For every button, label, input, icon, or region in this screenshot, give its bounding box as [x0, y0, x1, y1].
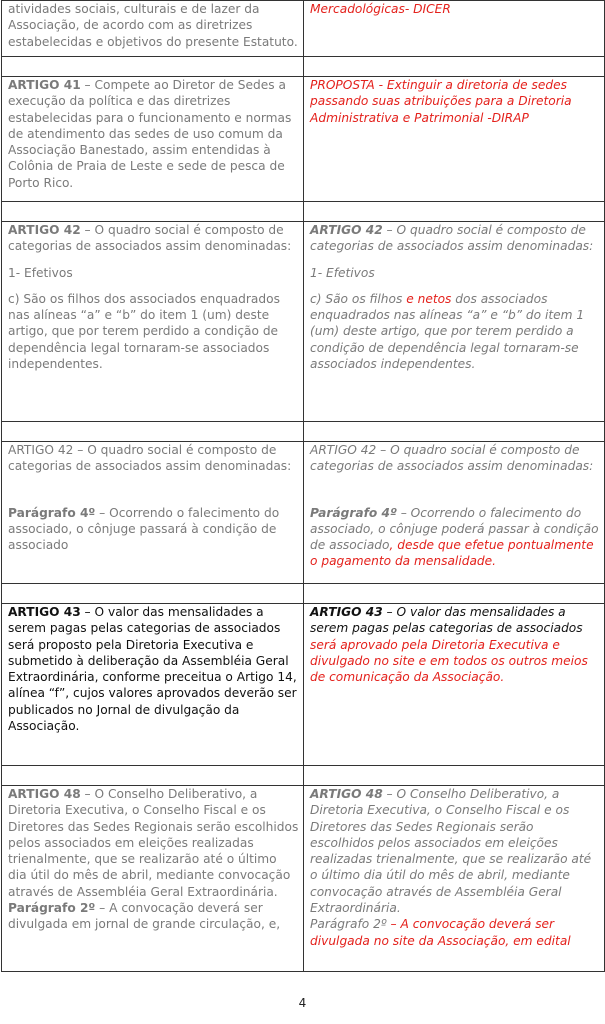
- article-label: ARTIGO 41: [8, 78, 81, 92]
- paragraph: [310, 786, 600, 916]
- paragraph: [8, 222, 299, 255]
- right-cell: [304, 604, 605, 766]
- text-span: dos associados enquadrados nas alíneas “a” e “b” do item 1 (um) deste artigo, que por terem perdido a condição de dependência legal tornaram-se associados independentes.: [310, 291, 585, 372]
- paragraph-label: Parágrafo 2º: [8, 901, 96, 916]
- paragraph-label: Parágrafo 2º: [310, 917, 387, 932]
- paragraph: [8, 505, 299, 554]
- right-cell: [304, 786, 605, 972]
- text-span: – Ocorrendo o falecimento do associado, o cônjuge passará à condição de associado: [8, 505, 280, 553]
- proposal-text: PROPOSTA - Extinguir a diretoria de sedes passando suas atribuições para a Diretoria Administrativa e Patrimonial -DIRAP: [310, 78, 572, 125]
- left-cell: [2, 77, 304, 202]
- paragraph: [310, 505, 600, 570]
- item-line: 1- Efetivos: [310, 265, 375, 280]
- table-row: [2, 786, 605, 972]
- text-span: – Ocorrendo o falecimento do associado, o cônjuge poderá passar à condição de associado: [310, 505, 599, 553]
- left-cell: [2, 1, 304, 57]
- right-cell: [304, 222, 605, 422]
- change-highlight: , desde que efetue pontualmente o pagamento da mensalidade.: [310, 538, 594, 569]
- table-row: [2, 1, 605, 57]
- spacer-row: [2, 422, 605, 442]
- article-text: – Compete ao Diretor de Sedes a execução da política e das diretrizes estabelecidas para o funcionamento e normas de atendimento das sedes de uso comum da Associação Banestado, assim entendidas à Colônia de Praia de Leste e sede de pesca de Porto Rico.: [8, 78, 292, 190]
- article-label: ARTIGO 43: [310, 605, 383, 619]
- paragraph: [8, 900, 299, 933]
- article-label: ARTIGO 43: [8, 605, 81, 619]
- change-highlight: e netos: [406, 291, 452, 306]
- paragraph: [8, 604, 299, 734]
- left-cell: [2, 442, 304, 584]
- table-row: [2, 604, 605, 766]
- right-cell: [304, 77, 605, 202]
- text-span: – A convocação deverá ser divulgada em jornal de grande circulação, e,: [8, 901, 281, 932]
- article-text: – O Conselho Deliberativo, a Diretoria Executiva, o Conselho Fiscal e os Diretores das Sedes Regionais serão escolhidos pelos associados em eleições realizadas trienalmente, que se realizarão até o último dia útil do mês de abril, mediante convocação através de Assembléia Geral Extraordinária.: [310, 787, 592, 916]
- paragraph: [8, 786, 299, 900]
- paragraph: c) São os filhos dos associados enquadrados nas alíneas “a” e “b” do item 1 (um) deste artigo, que por terem perdido a condição de dependência legal tornaram-se associados independentes.: [8, 291, 280, 372]
- right-cell: [304, 1, 605, 57]
- left-cell: [2, 222, 304, 422]
- spacer-row: [2, 766, 605, 786]
- page-number: 4: [298, 996, 307, 1010]
- article-text: – O valor das mensalidades a serem pagas pelas categorias de associados será proposto pela Diretoria Executiva e submetido à deliberação da Assembléia Geral Extraordinária, conforme preceitua o Artigo 14, alínea “f”, cujos valores aprovados deverão ser publicados no Jornal de divulgação da Associação.: [8, 605, 297, 734]
- paragraph: ARTIGO 42 – O quadro social é composto de categorias de associados assim denominadas:: [310, 443, 594, 474]
- article-label: ARTIGO 48: [8, 787, 81, 801]
- article-label: ARTIGO 42: [310, 223, 383, 237]
- right-cell: [304, 442, 605, 584]
- paragraph: atividades sociais, culturais e de lazer da Associação, de acordo com as diretrizes estabelecidas e objetivos do presente Estatuto.: [8, 2, 298, 49]
- spacer-row: [2, 202, 605, 222]
- table-row: [2, 77, 605, 202]
- left-cell: [2, 786, 304, 972]
- article-text: – O quadro social é composto de categorias de associados assim denominadas:: [8, 223, 292, 254]
- change-highlight: será aprovado pela Diretoria Executiva e divulgado no site e em todos os outros meios de comunicação da Associação.: [310, 637, 588, 685]
- article-text: – O Conselho Deliberativo, a Diretoria Executiva, o Conselho Fiscal e os Diretores das Sedes Regionais serão escolhidos pelos associados em eleições realizadas trienalmente, que se realizarão até o último dia útil do mês de abril, mediante convocação através de Assembléia Geral Extraordinária.: [8, 787, 299, 899]
- article-label: ARTIGO 48: [310, 787, 383, 801]
- left-cell: [2, 604, 304, 766]
- table-row: [2, 222, 605, 422]
- paragraph: [310, 604, 600, 685]
- change-highlight: – A convocação deverá ser divulgada no site da Associação, em edital: [310, 917, 571, 948]
- paragraph: [310, 291, 600, 372]
- text-span: c) São os filhos: [310, 291, 407, 306]
- article-text: – O valor das mensalidades a serem pagas pelas categorias de associados: [310, 605, 583, 636]
- paragraph: [8, 77, 299, 191]
- paragraph-label: Parágrafo 4º: [8, 505, 96, 520]
- paragraph: Mercadológicas- DICER: [310, 2, 451, 16]
- article-text: – O quadro social é composto de categorias de associados assim denominadas:: [310, 223, 594, 254]
- paragraph: [310, 916, 600, 949]
- statute-comparison-table: [1, 0, 605, 972]
- table-row: [2, 442, 605, 584]
- paragraph-label: Parágrafo 4º: [310, 505, 397, 520]
- item-line: 1- Efetivos: [8, 265, 73, 280]
- paragraph: ARTIGO 42 – O quadro social é composto de categorias de associados assim denominadas:: [8, 443, 292, 474]
- spacer-row: [2, 584, 605, 604]
- article-label: ARTIGO 42: [8, 223, 81, 237]
- spacer-row: [2, 57, 605, 77]
- paragraph: [310, 222, 600, 255]
